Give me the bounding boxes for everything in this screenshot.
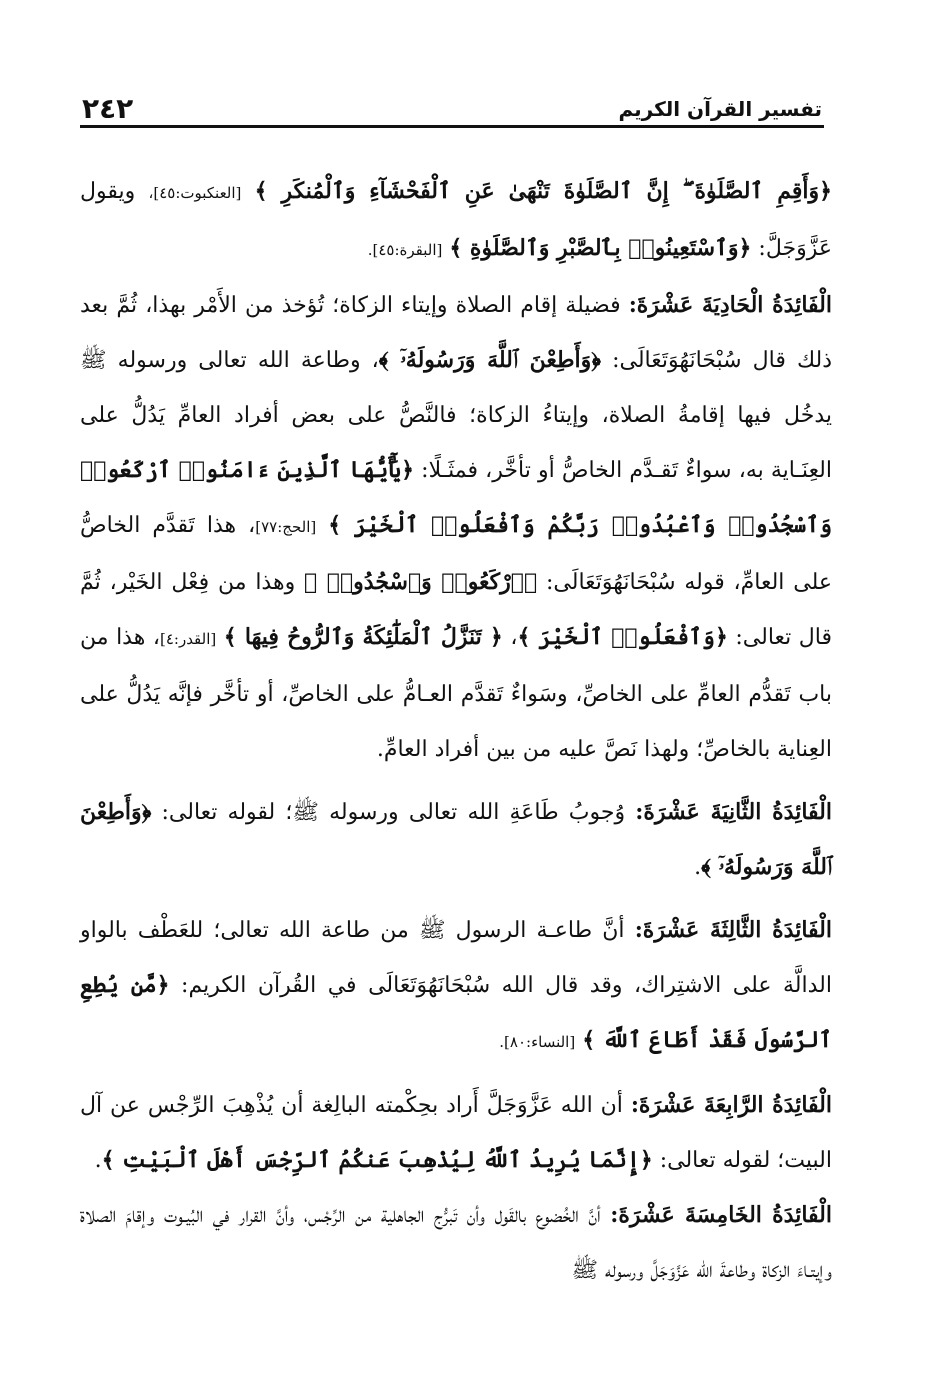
page-header (82, 88, 822, 124)
paragraph-text: أنَّ الخُضوع بالقَول وأن تَبرُّج الجاهلية من الرِّجْس، وأنَّ القرار في البُيـوت وإقامَ الصلاة وإيتـاءَ الزكاة وطاعةَ الله عَزَّوَجَلَّ ورسوله ﷺ (80, 1203, 832, 1283)
paragraph-text: وهذا من فِعْل الخَيْر، ثُمَّ قال تعالى: (80, 570, 833, 650)
paragraph-text: أن الله عَزَّوَجَلَّ أَراد بحِكْمته البالِغة أن يُذْهِبَ الرِّجْس عن آل البيت؛ لقوله تعالى: (80, 1093, 832, 1173)
quran-verse: ﴿وَٱسْتَعِينُوا۟ بِٱلصَّبْرِ وَٱلصَّلَوٰةِ ﴾ (449, 235, 752, 261)
paragraph-benefit-11 (80, 278, 832, 777)
quran-verse: ﴿يَٰٓأَيُّهَا ٱلَّذِينَ ءَامَنُوا۟ ٱرْكَعُوا۟ وَٱسْجُدُوا۟ وَٱعْبُدُوا۟ رَبَّكُمْ وَٱفْعَلُوا۟ ٱلْخَيْرَ ﴾ (80, 457, 832, 538)
quran-verse: ﴿مَّن يُطِعِ ٱلرَّسُولَ فَقَدْ أَطَاعَ ٱللَّهَ ﴾ (80, 972, 832, 1053)
verse-reference: [العنكبوت:٤٥]، (148, 184, 242, 202)
verse-reference: [النساء:٨٠]. (499, 1033, 576, 1051)
paragraph-text: ويقول عَزَّوَجَلَّ: (80, 179, 832, 261)
paragraph-benefit-15 (80, 1188, 832, 1298)
header-rule (80, 125, 824, 128)
benefit-heading: الْفَائِدَةُ الخَامِسَةَ عَشْرَةَ: (610, 1202, 832, 1228)
page-number: ٢٤٢ (82, 92, 134, 125)
paragraph-text: . (94, 1148, 102, 1173)
paragraph-text: ، (502, 625, 518, 650)
paragraph-text: ، وطاعة الله تعالى ورسوله ﷺ يدخُل فيها إقامةُ الصلاة، وإيتاءُ الزكاة؛ فالنَّصُّ على بعض أفراد العامِّ يَدُلُّ على العِنَـاية به، سواءٌ تَقـدَّم الخاصُّ أو تأخَّر، فمثَـلًا: (80, 348, 833, 483)
paragraph-text: فضيلة إقام الصلاة وإيتاء الزكاة؛ تُؤخذ من الأَمْر بهذا، ثُمَّ بعد ذلك قال سُبْحَانَهُوَتَعَالَى: (80, 293, 832, 373)
paragraph-text: . (694, 855, 702, 880)
paragraph-benefit-12 (80, 785, 832, 895)
quran-verse: ﴿وَأَقِمِ ٱلصَّلَوٰةَ ۖ إِنَّ ٱلصَّلَوٰةَ تَنْهَىٰ عَنِ ٱلْفَحْشَآءِ وَٱلْمُنكَرِ ﴾ (254, 178, 832, 204)
paragraph-verses-prayer (80, 164, 832, 278)
paragraph-text: وُجوبُ طَاعَةِ الله تعالى ورسوله ﷺ؛ لقوله تعالى: (151, 800, 636, 825)
verse-reference: [البقرة:٤٥]. (367, 241, 443, 259)
quran-verse: ﴿ٱرْكَعُوا۟ وَٱسْجُدُوا۟ ﴾ (304, 569, 538, 595)
quran-verse: ﴿وَأَطِعْنَ ٱللَّهَ وَرَسُولَهُۥٓ ﴾ (80, 799, 832, 880)
benefit-heading: الْفَائِدَةُ الثَّالِثَةَ عَشْرَةَ: (634, 917, 832, 943)
paragraph-text: أنَّ طاعـة الرسول ﷺ من طاعة الله تعالى؛ للعَطْف بالواو الدالَّة على الاشتِراك، وقد قال الله سُبْحَانَهُوَتَعَالَى في القُرآن الكريم: (80, 918, 832, 998)
benefit-heading: الْفَائِدَةُ الرَّابِعَةَ عَشْرَةَ: (630, 1092, 832, 1118)
paragraph-benefit-13 (80, 903, 832, 1070)
verse-reference: [القدر:٤] (159, 630, 217, 648)
running-title: تفسير القرآن الكريم (618, 97, 822, 121)
page-body (80, 164, 832, 1298)
quran-verse: ﴿ تَنَزَّلُ ٱلْمَلَٰٓئِكَةُ وَٱلرُّوحُ فِيهَا ﴾ (223, 624, 503, 650)
quran-verse: ﴿إِنَّمَا يُرِيدُ ٱللَّهُ لِيُذْهِبَ عَنكُمُ ٱلرِّجْسَ أَهْلَ ٱلْبَيْتِ ﴾ (101, 1147, 653, 1173)
benefit-heading: الْفَائِدَةُ الْحَادِيَةَ عَشْرَةَ: (628, 292, 832, 318)
paragraph-text: ، هذا تَقدَّم الخاصُّ على العامِّ، قوله سُبْحَانَهُوَتَعَالَى: (80, 513, 832, 595)
benefit-heading: الْفَائِدَةُ الثَّانِيَةَ عَشْرَةَ: (635, 799, 833, 825)
verse-reference: [الحج:٧٧] (255, 518, 317, 536)
quran-verse: ﴿وَأَطِعْنَ ٱللَّهَ وَرَسُولَهُۥٓ ﴾ (378, 347, 601, 373)
paragraph-benefit-14 (80, 1078, 832, 1188)
paragraph-text: ، هذا من باب تَقدُّم العامِّ على الخاصِّ، وسَواءٌ تَقدَّم العـامُّ على الخاصِّ، أو تأخَّر فإنَّه يَدُلُّ على العِناية بالخاصِّ؛ ولهذا نَصَّ عليه من بين أفراد العامِّ. (80, 625, 832, 762)
quran-verse: ﴿وَٱفْعَلُوا۟ ٱلْخَيْرَ ﴾ (517, 624, 728, 650)
